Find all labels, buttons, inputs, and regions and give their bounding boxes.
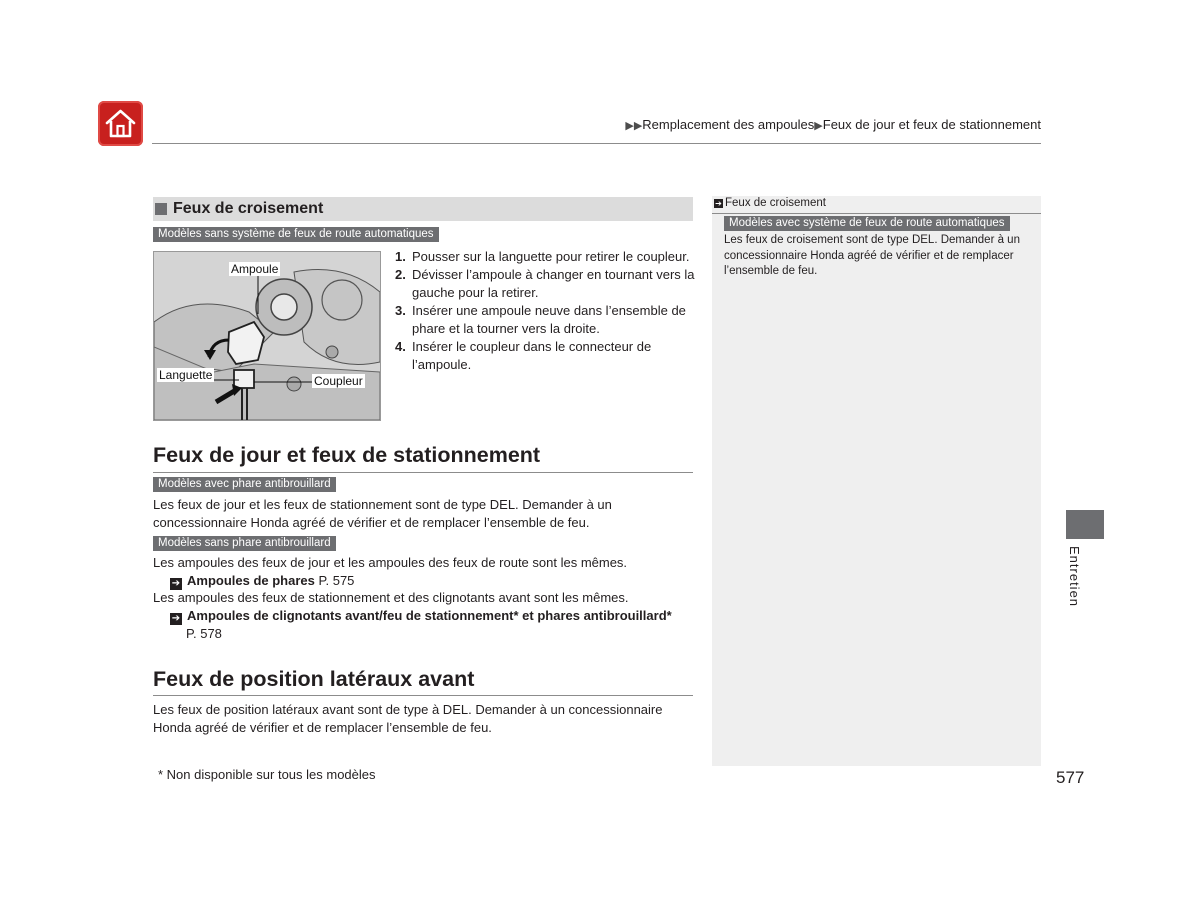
sidebar-text: Les feux de croisement sont de type DEL. Demander à un concessionnaire Honda agréé de vérifier et de remplacer l’ensemble de feu.: [724, 234, 1020, 277]
section-header-low-beam: [153, 197, 693, 221]
steps-list: [395, 248, 695, 374]
ref-label: Ampoules de clignotants avant/feu de stationnement* et phares antibrouillard*: [187, 608, 672, 623]
step-number: 4.: [395, 339, 406, 354]
label-coupler: Coupleur: [314, 374, 363, 388]
ref-headlight-bulbs[interactable]: [170, 572, 354, 590]
header-divider: [152, 143, 1041, 144]
model-tag-without-fog: Modèles sans phare antibrouillard: [153, 536, 336, 551]
step-item: [395, 248, 695, 266]
label-tab: Languette: [159, 368, 213, 382]
heading-divider: [153, 472, 693, 473]
footnote: * Non disponible sur tous les modèles: [158, 767, 376, 782]
step-number: 3.: [395, 303, 406, 318]
home-button[interactable]: [98, 101, 143, 146]
ref-page: P. 575: [318, 573, 355, 588]
heading-divider: [153, 695, 693, 696]
sidebar-title: [714, 197, 826, 209]
note-arrow-icon: ➔: [715, 199, 722, 208]
step-text: Pousser sur la languette pour retirer le coupleur.: [412, 249, 690, 264]
ref-label: Ampoules de phares: [187, 573, 315, 588]
step-text: Insérer le coupleur dans le connecteur de l’ampoule.: [412, 339, 652, 372]
breadcrumb-current: Feux de jour et feux de stationnement: [822, 117, 1041, 132]
reference-arrow-icon: ➔: [171, 613, 181, 624]
drl-text-fog: Les feux de jour et les feux de stationnement sont de type DEL. Demander à un concessionnaire Honda agréé de vérifier et de remplacer l’ensemble de feu.: [153, 497, 612, 530]
sidebar-divider: [712, 213, 1041, 214]
breadcrumb-separator: ▶: [814, 120, 823, 132]
breadcrumb: [625, 117, 1041, 132]
model-tag-with-fog: Modèles avec phare antibrouillard: [153, 477, 336, 492]
heading-side-marker: Feux de position latéraux avant: [153, 667, 475, 691]
model-tag: Modèles sans système de feux de route automatiques: [153, 227, 439, 242]
step-number: 2.: [395, 267, 406, 282]
step-text: Dévisser l’ampoule à changer en tournant vers la gauche pour la retirer.: [412, 267, 695, 300]
sidebar-panel: [712, 196, 1041, 766]
ref-turn-signal-bulbs[interactable]: [170, 607, 672, 625]
ref-page[interactable]: P. 578: [186, 626, 222, 641]
chapter-tab-label[interactable]: Entretien: [1067, 546, 1082, 608]
chapter-tab-marker[interactable]: [1066, 510, 1104, 539]
page-number: 577: [1056, 768, 1085, 787]
home-icon: [104, 108, 137, 139]
sidebar-title-text: Feux de croisement: [725, 197, 826, 209]
sidebar-model-tag: Modèles avec système de feux de route automatiques: [724, 216, 1010, 231]
label-bulb: Ampoule: [231, 262, 279, 276]
heading-drl: Feux de jour et feux de stationnement: [153, 443, 541, 467]
reference-arrow-icon: ➔: [171, 578, 181, 589]
step-number: 1.: [395, 249, 406, 264]
step-item: [395, 338, 695, 374]
side-marker-text: Les feux de position latéraux avant sont de type à DEL. Demander à un concessionnaire Honda agréé de vérifier et de remplacer l’ensemble de feu.: [153, 702, 663, 735]
step-item: [395, 266, 695, 302]
breadcrumb-item[interactable]: Remplacement des ampoules: [642, 117, 815, 132]
drl-text-no-fog: Les ampoules des feux de jour et les ampoules des feux de route sont les mêmes.: [153, 555, 628, 570]
bulb-illustration: [153, 251, 381, 421]
breadcrumb-triangles: ▶▶: [625, 120, 643, 132]
drl-text-parking: Les ampoules des feux de stationnement et des clignotants avant sont les mêmes.: [153, 590, 629, 605]
section-square-icon: [155, 203, 167, 215]
section-title: Feux de croisement: [173, 200, 324, 217]
step-text: Insérer une ampoule neuve dans l’ensemble de phare et la tourner vers la droite.: [412, 303, 686, 336]
step-item: [395, 302, 695, 338]
